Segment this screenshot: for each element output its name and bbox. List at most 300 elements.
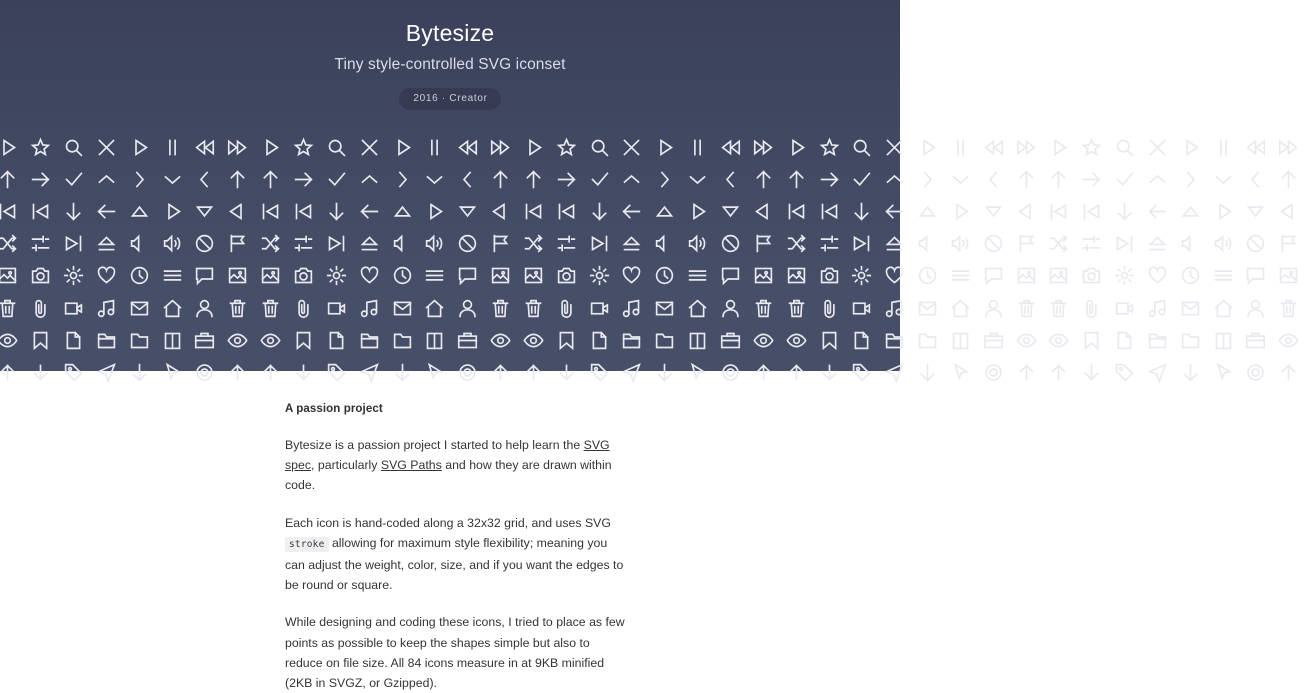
comment-icon (714, 260, 747, 292)
image-icon (254, 260, 287, 292)
music-icon (353, 292, 386, 324)
volume-up-icon (944, 228, 977, 260)
heart-icon (1141, 260, 1174, 292)
user-icon (451, 292, 484, 324)
bookmark-icon (287, 324, 320, 356)
paperclip-icon (550, 292, 583, 324)
caret-right-icon (386, 131, 419, 163)
volume-up-icon (156, 228, 189, 260)
send-icon (878, 356, 911, 388)
eye-icon (1010, 324, 1043, 356)
download-icon (24, 356, 57, 388)
chevron-down-icon (1207, 163, 1240, 195)
star-icon (550, 131, 583, 163)
pause-icon (681, 131, 714, 163)
chevron-left-icon (1240, 163, 1273, 195)
eject-icon (878, 228, 911, 260)
chevron-up-icon (90, 163, 123, 195)
caret-up-icon (123, 195, 156, 227)
home-icon (418, 292, 451, 324)
folder-icon (90, 324, 123, 356)
check-icon (320, 163, 353, 195)
search-icon (1108, 131, 1141, 163)
icon-grid (0, 131, 900, 371)
upload-icon (1272, 356, 1305, 388)
folder-icon (878, 324, 911, 356)
fast-forward-icon (1272, 131, 1305, 163)
caret-right-icon (911, 131, 944, 163)
image-icon (1272, 260, 1305, 292)
caret-down-icon (451, 195, 484, 227)
fast-forward-icon (221, 131, 254, 163)
heart-icon (90, 260, 123, 292)
eject-icon (90, 228, 123, 260)
camera-icon (813, 260, 846, 292)
upload-icon (484, 356, 517, 388)
flag-icon (221, 228, 254, 260)
flag-icon (1272, 228, 1305, 260)
skip-back-icon (0, 195, 24, 227)
chevron-left-icon (451, 163, 484, 195)
user-icon (189, 292, 222, 324)
play-icon (0, 131, 24, 163)
article-content (285, 401, 625, 693)
volume-mute-icon (911, 228, 944, 260)
caret-left-icon (484, 195, 517, 227)
arrow-down-icon (320, 195, 353, 227)
trash-icon (254, 292, 287, 324)
eject-icon (616, 228, 649, 260)
heart-icon (878, 260, 911, 292)
eye-icon (747, 324, 780, 356)
play-icon (1043, 131, 1076, 163)
briefcase-icon (1240, 324, 1273, 356)
close-icon (353, 131, 386, 163)
chevron-down-icon (681, 163, 714, 195)
ban-icon (189, 228, 222, 260)
chevron-left-icon (714, 163, 747, 195)
arrow-down-icon (386, 356, 419, 388)
trash-icon (1272, 292, 1305, 324)
send-icon (90, 356, 123, 388)
tag-icon (320, 356, 353, 388)
trash-icon (780, 292, 813, 324)
close-icon (1141, 131, 1174, 163)
folder-open-icon (1174, 324, 1207, 356)
tag-icon (583, 356, 616, 388)
icon-row (0, 195, 952, 227)
check-icon (57, 163, 90, 195)
file-icon (583, 324, 616, 356)
menu-icon (681, 260, 714, 292)
star-icon (813, 131, 846, 163)
upload-icon (517, 356, 550, 388)
shuffle-icon (1043, 228, 1076, 260)
caret-up-icon (386, 195, 419, 227)
close-icon (616, 131, 649, 163)
mail-icon (911, 292, 944, 324)
briefcase-icon (977, 324, 1010, 356)
video-icon (320, 292, 353, 324)
sliders-icon (1075, 228, 1108, 260)
tag-icon (845, 356, 878, 388)
arrow-down-icon (123, 356, 156, 388)
eye-icon (254, 324, 287, 356)
arrow-up-icon (780, 163, 813, 195)
paragraph-2-text-b: allowing for maximum style flexibility; meaning you can adjust the weight, color, size, and if you want the edges to be round or square. (285, 535, 624, 593)
volume-mute-icon (648, 228, 681, 260)
skip-start-icon (24, 195, 57, 227)
caret-down-icon (977, 195, 1010, 227)
shuffle-icon (517, 228, 550, 260)
video-icon (583, 292, 616, 324)
gear-icon (1108, 260, 1141, 292)
star-icon (24, 131, 57, 163)
folder-open-icon (123, 324, 156, 356)
chevron-up-icon (353, 163, 386, 195)
file-icon (320, 324, 353, 356)
trash-icon (221, 292, 254, 324)
tag-icon (1108, 356, 1141, 388)
clock-icon (648, 260, 681, 292)
search-icon (57, 131, 90, 163)
paragraph-1-text-b: , particularly (311, 458, 381, 473)
heart-icon (353, 260, 386, 292)
video-icon (57, 292, 90, 324)
arrow-down-icon (1174, 356, 1207, 388)
page-subtitle: Tiny style-controlled SVG iconset (334, 56, 566, 73)
skip-back-icon (780, 195, 813, 227)
icon-row (0, 163, 952, 195)
bookmark-icon (550, 324, 583, 356)
paperclip-icon (287, 292, 320, 324)
book-icon (418, 324, 451, 356)
play-icon (254, 131, 287, 163)
music-icon (878, 292, 911, 324)
chevron-left-icon (977, 163, 1010, 195)
clock-icon (386, 260, 419, 292)
ban-icon (1240, 228, 1273, 260)
gear-icon (57, 260, 90, 292)
chevron-up-icon (616, 163, 649, 195)
chevron-right-icon (386, 163, 419, 195)
arrow-right-icon (550, 163, 583, 195)
shuffle-icon (0, 228, 24, 260)
cursor-icon (681, 356, 714, 388)
star-icon (287, 131, 320, 163)
shuffle-icon (780, 228, 813, 260)
send-icon (353, 356, 386, 388)
mail-icon (648, 292, 681, 324)
caret-right-icon (1207, 195, 1240, 227)
eye-icon (221, 324, 254, 356)
upload-icon (254, 356, 287, 388)
mail-icon (386, 292, 419, 324)
arrow-up-icon (747, 163, 780, 195)
download-icon (1075, 356, 1108, 388)
trash-icon (747, 292, 780, 324)
chevron-right-icon (123, 163, 156, 195)
arrow-down-icon (1108, 195, 1141, 227)
caret-up-icon (1174, 195, 1207, 227)
arrow-up-icon (484, 163, 517, 195)
menu-icon (1207, 260, 1240, 292)
paperclip-icon (24, 292, 57, 324)
comment-icon (451, 260, 484, 292)
target-icon (1240, 356, 1273, 388)
chevron-down-icon (418, 163, 451, 195)
chevron-right-icon (911, 163, 944, 195)
article-paragraph-2 (285, 513, 625, 596)
icon-row (0, 260, 952, 292)
svg-spec-link[interactable]: SVG spec (285, 438, 610, 473)
book-icon (681, 324, 714, 356)
user-icon (714, 292, 747, 324)
video-icon (845, 292, 878, 324)
image-icon (1043, 260, 1076, 292)
chevron-up-icon (1141, 163, 1174, 195)
rewind-icon (189, 131, 222, 163)
trash-icon (1010, 292, 1043, 324)
mail-icon (1174, 292, 1207, 324)
check-icon (1108, 163, 1141, 195)
sliders-icon (287, 228, 320, 260)
clock-icon (123, 260, 156, 292)
caret-right-icon (648, 131, 681, 163)
bookmark-icon (1075, 324, 1108, 356)
rewind-icon (451, 131, 484, 163)
skip-end-icon (1108, 228, 1141, 260)
caret-right-icon (123, 131, 156, 163)
arrow-up-icon (221, 163, 254, 195)
flag-icon (484, 228, 517, 260)
hero-section (0, 0, 900, 371)
clock-icon (1174, 260, 1207, 292)
eye-icon (1272, 324, 1305, 356)
arrow-down-icon (911, 356, 944, 388)
cursor-icon (944, 356, 977, 388)
article-paragraph-3: While designing and coding these icons, I tried to place as few points as possible to keep the shapes simple but also to reduce on file size. All 84 icons measure in at 9KB minified (2KB in SVGZ, or Gzipped). (285, 615, 625, 691)
trash-icon (484, 292, 517, 324)
search-icon (583, 131, 616, 163)
volume-mute-icon (386, 228, 419, 260)
chevron-left-icon (189, 163, 222, 195)
ban-icon (451, 228, 484, 260)
upload-icon (780, 356, 813, 388)
caret-down-icon (1240, 195, 1273, 227)
volume-up-icon (681, 228, 714, 260)
eye-icon (484, 324, 517, 356)
heart-icon (616, 260, 649, 292)
file-icon (845, 324, 878, 356)
download-icon (550, 356, 583, 388)
book-icon (944, 324, 977, 356)
svg-paths-link[interactable]: SVG Paths (380, 458, 442, 473)
chevron-up-icon (878, 163, 911, 195)
article-section (0, 371, 900, 691)
arrow-up-icon (1043, 163, 1076, 195)
fast-forward-icon (484, 131, 517, 163)
file-icon (57, 324, 90, 356)
target-icon (451, 356, 484, 388)
skip-start-icon (550, 195, 583, 227)
rewind-icon (977, 131, 1010, 163)
arrow-up-icon (1272, 163, 1305, 195)
eye-icon (1043, 324, 1076, 356)
caret-left-icon (747, 195, 780, 227)
arrow-down-icon (648, 356, 681, 388)
arrow-left-icon (878, 195, 911, 227)
trash-icon (0, 292, 24, 324)
arrow-right-icon (813, 163, 846, 195)
caret-left-icon (1010, 195, 1043, 227)
briefcase-icon (189, 324, 222, 356)
image-icon (747, 260, 780, 292)
send-icon (616, 356, 649, 388)
home-icon (156, 292, 189, 324)
flag-icon (1010, 228, 1043, 260)
gear-icon (320, 260, 353, 292)
folder-open-icon (386, 324, 419, 356)
upload-icon (1043, 356, 1076, 388)
comment-icon (189, 260, 222, 292)
skip-start-icon (1075, 195, 1108, 227)
image-icon (0, 260, 24, 292)
caret-left-icon (1272, 195, 1305, 227)
download-icon (287, 356, 320, 388)
check-icon (845, 163, 878, 195)
image-icon (517, 260, 550, 292)
ban-icon (977, 228, 1010, 260)
bookmark-icon (24, 324, 57, 356)
fast-forward-icon (747, 131, 780, 163)
book-icon (156, 324, 189, 356)
icon-row (0, 324, 952, 356)
close-icon (878, 131, 911, 163)
arrow-right-icon (287, 163, 320, 195)
video-icon (1108, 292, 1141, 324)
camera-icon (550, 260, 583, 292)
skip-end-icon (320, 228, 353, 260)
upload-icon (0, 356, 24, 388)
cursor-icon (1207, 356, 1240, 388)
camera-icon (1075, 260, 1108, 292)
badge-container (0, 88, 900, 110)
menu-icon (418, 260, 451, 292)
bookmark-icon (813, 324, 846, 356)
music-icon (90, 292, 123, 324)
caret-up-icon (648, 195, 681, 227)
upload-icon (747, 356, 780, 388)
caret-right-icon (1174, 131, 1207, 163)
target-icon (189, 356, 222, 388)
sliders-icon (550, 228, 583, 260)
icon-row (0, 292, 952, 324)
tag-icon (57, 356, 90, 388)
user-icon (1240, 292, 1273, 324)
gear-icon (845, 260, 878, 292)
image-icon (780, 260, 813, 292)
camera-icon (24, 260, 57, 292)
menu-icon (944, 260, 977, 292)
arrow-up-icon (1010, 163, 1043, 195)
arrow-down-icon (845, 195, 878, 227)
chevron-right-icon (648, 163, 681, 195)
caret-right-icon (681, 195, 714, 227)
pause-icon (1207, 131, 1240, 163)
star-icon (1075, 131, 1108, 163)
skip-back-icon (1043, 195, 1076, 227)
search-icon (320, 131, 353, 163)
volume-up-icon (1207, 228, 1240, 260)
caret-left-icon (221, 195, 254, 227)
arrow-left-icon (353, 195, 386, 227)
sliders-icon (813, 228, 846, 260)
arrow-down-icon (583, 195, 616, 227)
chevron-right-icon (1174, 163, 1207, 195)
target-icon (977, 356, 1010, 388)
caret-down-icon (189, 195, 222, 227)
menu-icon (156, 260, 189, 292)
icon-row (0, 228, 952, 260)
book-icon (1207, 324, 1240, 356)
volume-up-icon (418, 228, 451, 260)
mail-icon (123, 292, 156, 324)
caret-right-icon (944, 195, 977, 227)
stroke-code-span: stroke (285, 537, 329, 552)
arrow-left-icon (616, 195, 649, 227)
check-icon (583, 163, 616, 195)
send-icon (1141, 356, 1174, 388)
rewind-icon (714, 131, 747, 163)
folder-icon (1141, 324, 1174, 356)
trash-icon (1043, 292, 1076, 324)
file-icon (1108, 324, 1141, 356)
upload-icon (1010, 356, 1043, 388)
pause-icon (156, 131, 189, 163)
folder-icon (353, 324, 386, 356)
user-icon (977, 292, 1010, 324)
volume-mute-icon (123, 228, 156, 260)
image-icon (1010, 260, 1043, 292)
skip-start-icon (287, 195, 320, 227)
briefcase-icon (714, 324, 747, 356)
arrow-down-icon (57, 195, 90, 227)
image-icon (221, 260, 254, 292)
cursor-icon (156, 356, 189, 388)
eye-icon (517, 324, 550, 356)
article-heading: A passion project (285, 403, 383, 415)
sliders-icon (24, 228, 57, 260)
arrow-up-icon (0, 163, 24, 195)
article-paragraph-1 (285, 435, 625, 496)
comment-icon (977, 260, 1010, 292)
target-icon (714, 356, 747, 388)
paperclip-icon (1075, 292, 1108, 324)
search-icon (845, 131, 878, 163)
chevron-down-icon (944, 163, 977, 195)
home-icon (681, 292, 714, 324)
home-icon (944, 292, 977, 324)
music-icon (616, 292, 649, 324)
skip-end-icon (57, 228, 90, 260)
fast-forward-icon (1010, 131, 1043, 163)
skip-end-icon (583, 228, 616, 260)
skip-end-icon (845, 228, 878, 260)
eject-icon (353, 228, 386, 260)
flag-icon (747, 228, 780, 260)
clock-icon (911, 260, 944, 292)
